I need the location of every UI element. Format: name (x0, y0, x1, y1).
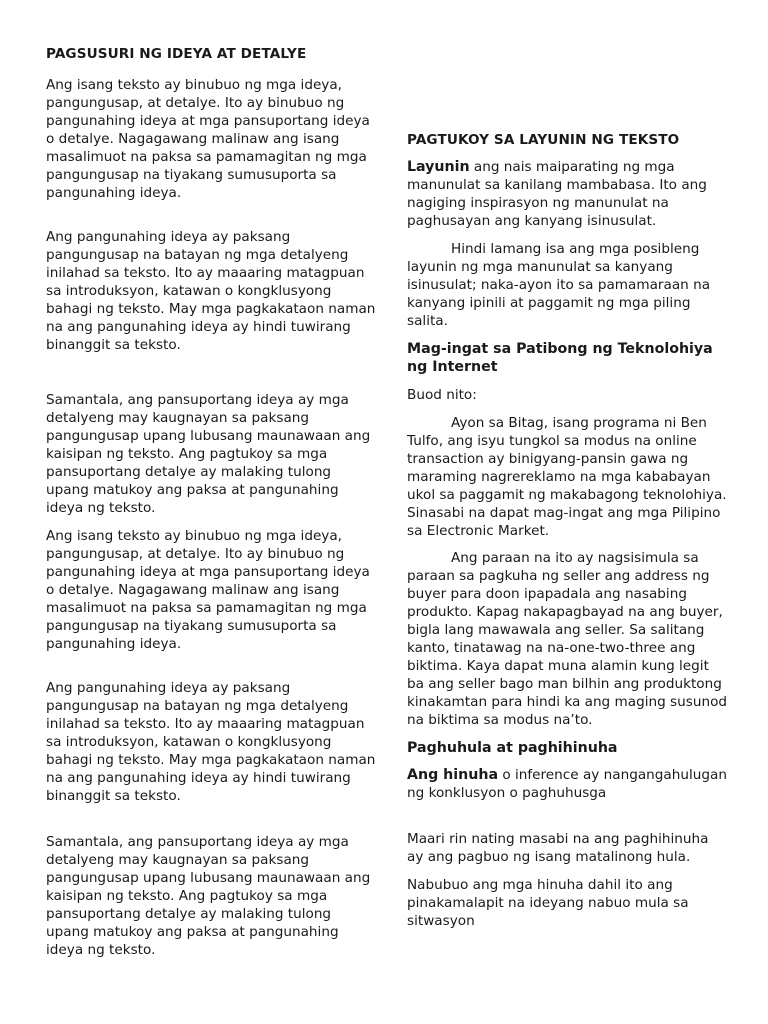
paragraph-pansuporta-2: Samantala, ang pansuportang ideya ay mga detalyeng may kaugnayan sa paksang pangungusap upang lubusang maunawaan ang kaisipan ng teksto. Ang pagtukoy sa mga pansuportang detalye ay malaking tulong upang matukoy ang paksa at pangunahing ideya ng teksto. (46, 834, 371, 958)
paragraph-nabubuo: Nabubuo ang mga hinuha dahil ito ang pinakamalapit na ideyang nabuo mula sa sitwasyon (407, 877, 689, 929)
paragraph-pangunahing-1: Ang pangunahing ideya ay paksang pangungusap na batayan ng mga detalyeng inilahad sa teksto. Ito ay maaaring matagpuan sa introduksyon, katawan o kongklusyong bahagi ng teksto. May mga pagkakataon naman na ang pangunahing ideya ay hindi tuwirang binanggit sa teksto. (46, 229, 376, 353)
paragraph-buod: Buod nito: (407, 387, 477, 403)
paragraph-pansuporta-1: Samantala, ang pansuportang ideya ay mga detalyeng may kaugnayan sa paksang pangungusap upang lubusang maunawaan ang kaisipan ng teksto. Ang pagtukoy sa mga pansuportang detalye ay malaking tulong upang matukoy ang paksa at pangunahing ideya ng teksto. (46, 392, 371, 516)
section-title-pagsusuri: PAGSUSURI NG IDEYA AT DETALYE (46, 46, 307, 62)
term-layunin: Layunin (407, 159, 470, 175)
paragraph-hindi-lamang: Hindi lamang isa ang mga posibleng layunin ng mga manunulat sa kanyang isinusulat; naka-ayon ito sa pamamaraan na kanyang ipinili at paggamit ng mga piling salita. (407, 241, 711, 329)
section-title-pagtukoy: PAGTUKOY SA LAYUNIN NG TEKSTO (407, 132, 680, 148)
paragraph-ideya-1: Ang isang teksto ay binubuo ng mga ideya, pangungusap, at detalye. Ito ay binubuo ng pangunahing ideya at mga pansuportang ideya o detalye. Nagagawang malinaw ang isang masalimuot na paksa sa pamamagitan ng mga pangungusap na tiyakang sumusuporta sa pangunahing ideya. (46, 77, 370, 201)
paragraph-pangunahing-2: Ang pangunahing ideya ay paksang pangungusap na batayan ng mga detalyeng inilahad sa teksto. Ito ay maaaring matagpuan sa introduksyon, katawan o kongklusyong bahagi ng teksto. May mga pagkakataon naman na ang pangunahing ideya ay hindi tuwirang binanggit sa teksto. (46, 680, 376, 804)
paragraph-hinuha (407, 766, 727, 802)
definition-hinuha: o inference ay nangangahulugan ng konklusyon o paghuhusga (407, 767, 727, 801)
subheading-mag-ingat: Mag-ingat sa Patibong ng Teknolohiya ng Internet (407, 341, 713, 375)
paragraph-ang-paraan: Ang paraan na ito ay nagsisimula sa paraan sa pagkuha ng seller ang address ng buyer para doon ipapadala ang nasabing produkto. Kapag nakapagbayad na ang buyer, bigla lang mawawala ang seller. Sa salitang kanto, tinatawag na na-one-two-three ang biktima. Kaya dapat muna alamin kung legit ba ang seller bago man bilhin ang produktong kinakamtan para hindi ka ang maging susunod na biktima sa modus na’to. (407, 550, 728, 728)
subheading-paghuhula: Paghuhula at paghihinuha (407, 740, 618, 756)
paragraph-maari: Maari rin nating masabi na ang paghihinuha ay ang pagbuo ng isang matalinong hula. (407, 831, 709, 865)
paragraph-ideya-2: Ang isang teksto ay binubuo ng mga ideya, pangungusap, at detalye. Ito ay binubuo ng pangunahing ideya at mga pansuportang ideya o detalye. Nagagawang malinaw ang isang masalimuot na paksa sa pamamagitan ng mga pangungusap na tiyakang sumusuporta sa pangunahing ideya. (46, 528, 370, 652)
paragraph-layunin (407, 158, 727, 230)
definition-layunin: ang nais maiparating ng mga manunulat sa kanilang mambabasa. Ito ang nagiging inspirasyon ng manunulat na paghusayan ang kanyang isinusulat. (407, 159, 707, 229)
paragraph-ayon-sa-bitag: Ayon sa Bitag, isang programa ni Ben Tulfo, ang isyu tungkol sa modus na online transaction ay binigyang-pansin gawa ng maraming nagrereklamo na mga kababayan ukol sa paggamit ng makabagong teknolohiya. Sinasabi na dapat mag-ingat ang mga Pilipino sa Electronic Market. (407, 415, 727, 539)
term-hinuha: Ang hinuha (407, 767, 499, 783)
